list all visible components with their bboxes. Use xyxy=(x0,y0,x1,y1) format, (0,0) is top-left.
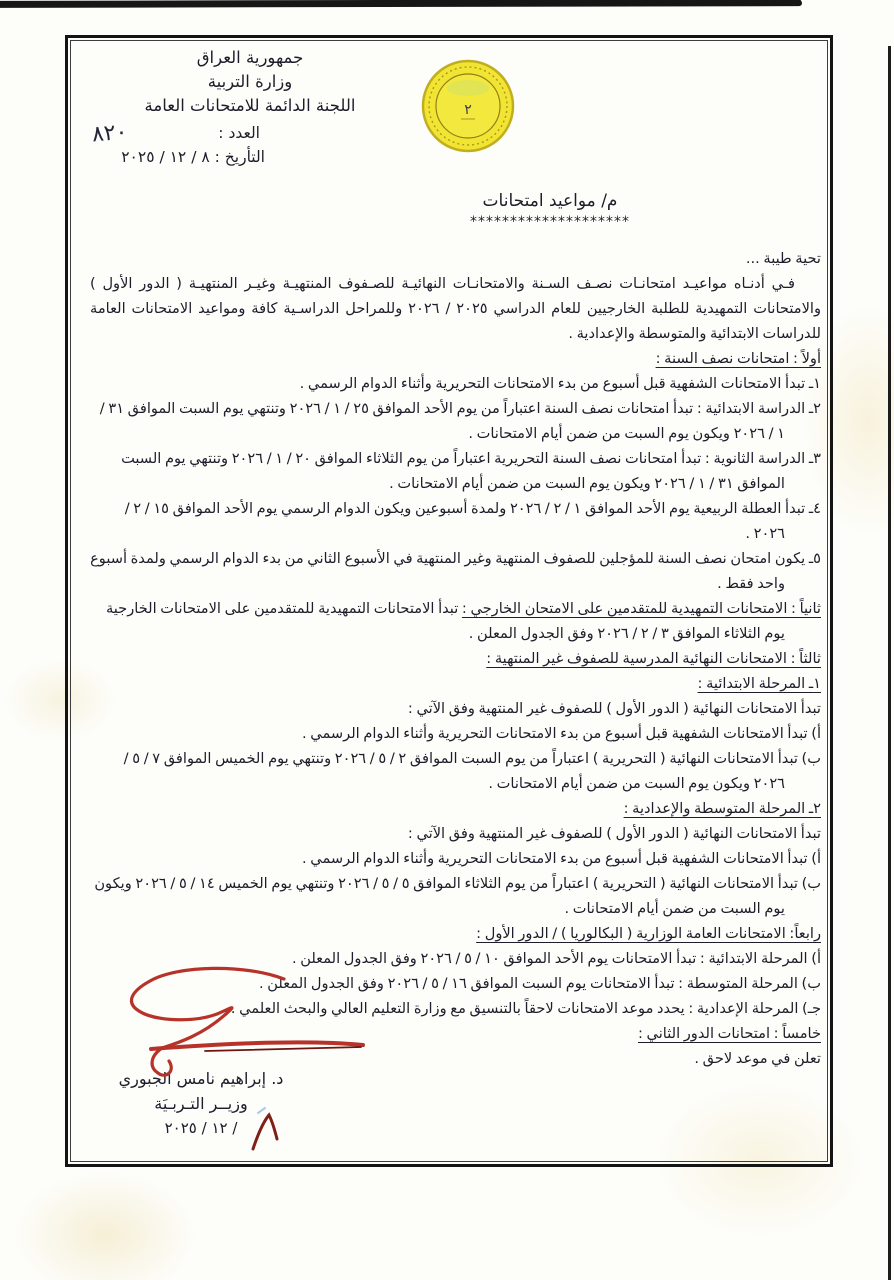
section-heading-fifth: خامساً : امتحانات الدور الثاني : xyxy=(637,1025,821,1042)
body-line: تعلن في موعد لاحق . xyxy=(694,1050,821,1067)
body-line: أ) تبدأ الامتحانات الشفهية قبل أسبوع من بدء الامتحانات التحريرية وأثناء الدوام الرسمي . xyxy=(302,850,821,867)
subject-block xyxy=(378,189,722,231)
svg-text:٢: ٢ xyxy=(464,102,472,118)
letterhead xyxy=(85,46,415,169)
signature-block xyxy=(94,1066,308,1141)
body-line: ٣ـ الدراسة الثانوية : تبدأ امتحانات نصف السنة التحريرية اعتباراً من يوم الثلاثاء الموافق ٢٠ / ١ / ٢٠٢٦ وتنتهي يوم السبت الموافق ٣١ / ١ / ٢٠٢٦ ويكون يوم السبت من ضمن أيام الامتحانات . xyxy=(121,450,821,492)
body-line: أ) تبدأ الامتحانات الشفهية قبل أسبوع من بدء الامتحانات التحريرية وأثناء الدوام الرسمي . xyxy=(302,725,821,742)
body-line: ٥ـ يكون امتحان نصف السنة للمؤجلين للصفوف المنتهية وغير المنتهية في الأسبوع الثاني من بدء الدوام الرسمي ولمدة أسبوع واحد فقط . xyxy=(90,550,821,592)
salutation: تحية طيبة ... xyxy=(745,250,821,267)
letter-date-label: التأريخ : xyxy=(214,148,265,166)
body-line: ٢ـ الدراسة الابتدائية : تبدأ امتحانات نصف السنة اعتباراً من يوم الأحد الموافق ٢٥ / ١ / ٢٠٢٦ وتنتهي يوم السبت الموافق ٣١ / ١ / ٢٠٢٦ ويكون يوم السبت من ضمن أيام الامتحانات . xyxy=(99,400,821,442)
signature-date: / ١٢ / ٢٠٢٥ xyxy=(164,1119,238,1137)
body-line: ١ـ تبدأ الامتحانات الشفهية قبل أسبوع من بدء الامتحانات التحريرية وأثناء الدوام الرسمي . xyxy=(299,375,821,392)
letter-date-value: ٨ / ١٢ / ٢٠٢٥ xyxy=(121,148,210,166)
body-line: تبدأ الامتحانات النهائية ( الدور الأول ) للصفوف غير المنتهية وفق الآتي : xyxy=(407,700,821,717)
ref-number-label: العدد : xyxy=(218,124,260,142)
ref-number-value: ٨٢٠ xyxy=(90,119,129,148)
subject-separator: ******************** xyxy=(470,214,630,230)
ministry-seal-icon xyxy=(419,57,517,155)
subsection-heading-primary: ١ـ المرحلة الابتدائية : xyxy=(697,675,821,692)
body-line: جـ) المرحلة الإعدادية : يحدد موعد الامتحانات لاحقاً بالتنسيق مع وزارة التعليم العالي والبحث العلمي . xyxy=(230,1000,821,1017)
letter-date-row xyxy=(87,145,265,169)
subject-line: م/ مواعيد امتحانات xyxy=(482,191,618,211)
subsection-heading-intermediate: ٢ـ المرحلة المتوسطة والإعدادية : xyxy=(623,800,821,817)
signatory-title: وزيــر التـربـيَة xyxy=(154,1094,248,1113)
ministry-name: وزارة التربية xyxy=(207,72,293,91)
body-line: ب) تبدأ الامتحانات النهائية ( التحريرية ) اعتباراً من يوم الثلاثاء الموافق ٥ / ٥ / ٢٠٢٦ وتنتهي يوم الخميس ١٤ / ٥ / ٢٠٢٦ ويكون يوم السبت من ضمن أيام الامتحانات . xyxy=(94,875,821,917)
scan-top-edge xyxy=(0,0,802,8)
scan-right-edge xyxy=(888,46,891,1280)
section-heading-third: ثالثاً : الامتحانات النهائية المدرسية للصفوف غير المنتهية : xyxy=(486,650,821,667)
ref-number-row xyxy=(90,119,260,148)
body-line: ب) المرحلة المتوسطة : تبدأ الامتحانات يوم السبت الموافق ١٦ / ٥ / ٢٠٢٦ وفق الجدول المعلن . xyxy=(259,975,821,992)
section-heading-first: أولاً : امتحانات نصف السنة : xyxy=(655,350,821,367)
signatory-name: د. إبراهيم نامس الجبوري xyxy=(118,1069,284,1088)
body-line: ب) تبدأ الامتحانات النهائية ( التحريرية ) اعتباراً من يوم السبت الموافق ٢ / ٥ / ٢٠٢٦ وتنتهي يوم الخميس الموافق ٧ / ٥ / ٢٠٢٦ ويكون يوم السبت من ضمن أيام الامتحانات . xyxy=(123,750,821,792)
country-name: جمهورية العراق xyxy=(196,48,304,67)
body-line: أ) المرحلة الابتدائية : تبدأ الامتحانات يوم الأحد الموافق ١٠ / ٥ / ٢٠٢٦ وفق الجدول المعلن . xyxy=(291,950,821,967)
body-line: ٤ـ تبدأ العطلة الربيعية يوم الأحد الموافق ١ / ٢ / ٢٠٢٦ ولمدة أسبوعين ويكون الدوام الرسمي يوم الأحد الموافق ١٥ / ٢ / ٢٠٢٦ . xyxy=(124,500,821,542)
letter-body xyxy=(90,246,821,1071)
intro-paragraph: فـي أدنـاه مواعيـد امتحانـات نصـف السـنة والامتحانـات النهائيـة للصـفوف المنتهيـة وغيـر المنتهيـة ( الدور الأول ) والامتحانات التمهيدية للطلبة الخارجيين للعام الدراسي ٢٠٢٥ / ٢٠٢٦ وللمراحل الدراسـية كافة ومواعيد الامتحانات العامة للدراسات الابتدائية والمتوسطة والإعدادية . xyxy=(90,275,821,342)
section-heading-fourth: رابعاً: الامتحانات العامة الوزارية ( البكالوريا ) / الدور الأول : xyxy=(476,925,821,942)
body-line: تبدأ الامتحانات النهائية ( الدور الأول ) للصفوف غير المنتهية وفق الآتي : xyxy=(407,825,821,842)
section-heading-second: ثانياً : الامتحانات التمهيدية للمتقدمين على الامتحان الخارجي : تبدأ الامتحانات التمهيدية للمتقدمين على الامتحانات الخارجية يوم الثلاثاء الموافق ٣ / ٢ / ٢٠٢٦ وفق الجدول المعلن . xyxy=(105,600,821,642)
committee-name: اللجنة الدائمة للامتحانات العامة xyxy=(144,96,356,115)
